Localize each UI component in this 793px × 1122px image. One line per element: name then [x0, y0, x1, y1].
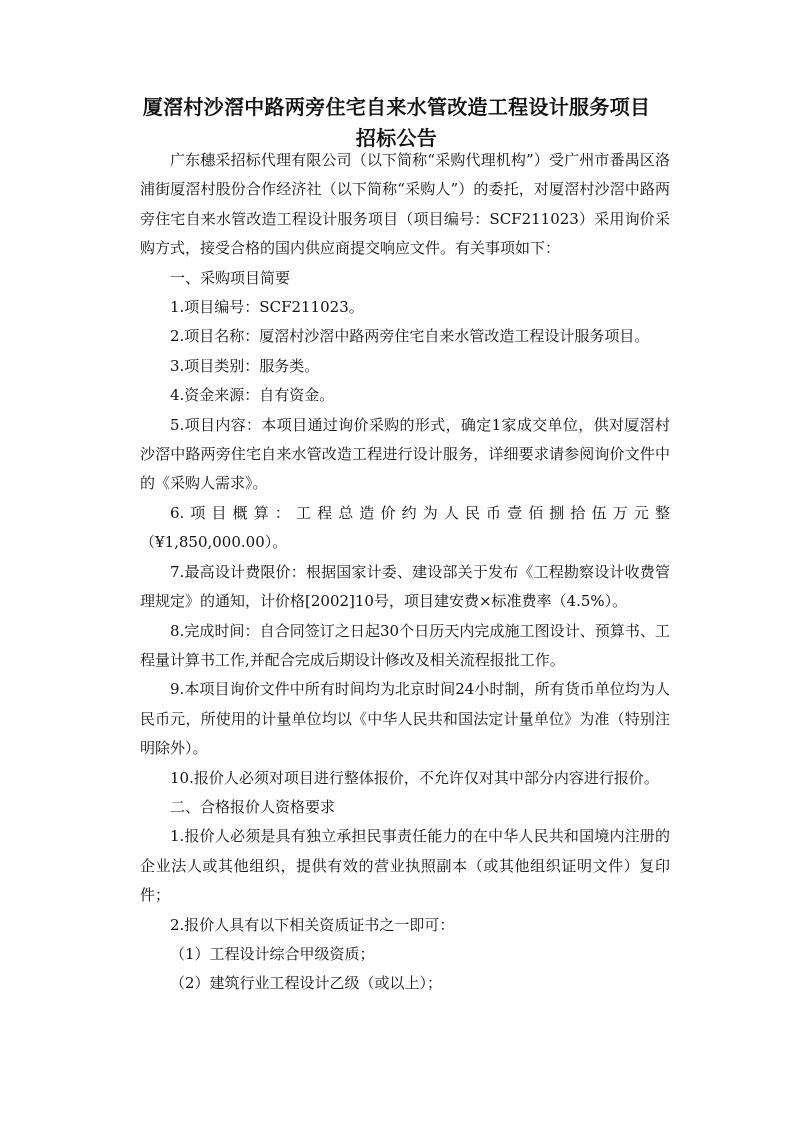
qualification-2: 2.报价人具有以下相关资质证书之一即可： [170, 915, 455, 934]
intro-paragraph: 广东穗采招标代理有限公司（以下简称“采购代理机构”）受广州市番禺区洛浦街厦滘村股份合作经济社（以下简称“采购人”）的委托，对厦滘村沙滘中路两旁住宅自来水管改造工程设计服务项目（项目编号：SCF211023）采用询价采购方式，接受合格的国内供应商提交响应文件。有关事项如下： [140, 151, 670, 258]
qualification-2-option-2: （2）建筑行业工程设计乙级（或以上）； [170, 974, 443, 993]
item-project-category: 3.项目类别：服务类。 [170, 356, 320, 375]
item-time-currency-units: 9.本项目询价文件中所有时间均为北京时间24小时制，所有货币单位均为人民币元，所使用的计量单位均以《中华人民共和国法定计量单位》为准（特别注明除外）。 [140, 680, 670, 758]
item-project-budget: 6.项目概算：工程总造价约为人民币壹佰捌拾伍万元整（¥1,850,000.00）。 [140, 503, 670, 552]
item-overall-quote: 10.报价人必须对项目进行整体报价，不允许仅对其中部分内容进行报价。 [170, 768, 659, 787]
qualification-2-option-1: （1）工程设计综合甲级资质； [170, 944, 375, 963]
item-project-number: 1.项目编号：SCF211023。 [170, 298, 364, 317]
item-project-name: 2.项目名称：厦滘村沙滘中路两旁住宅自来水管改造工程设计服务项目。 [170, 327, 650, 346]
qualification-1: 1.报价人必须是具有独立承担民事责任能力的在中华人民共和国境内注册的企业法人或其他组织，提供有效的营业执照副本（或其他组织证明文件）复印件； [140, 827, 670, 905]
section-heading-2: 二、合格报价人资格要求 [170, 797, 336, 816]
document-body [140, 146, 670, 999]
item-completion-time: 8.完成时间：自合同签订之日起30个日历天内完成施工图设计、预算书、工程量计算书工作,并配合完成后期设计修改及相关流程报批工作。 [140, 621, 670, 669]
section-heading-1: 一、采购项目简要 [170, 268, 291, 287]
item-max-design-fee: 7.最高设计费限价：根据国家计委、建设部关于发布《工程勘察设计收费管理规定》的通知，计价格[2002]10号，项目建安费×标准费率（4.5%）。 [140, 562, 670, 611]
item-fund-source: 4.资金来源：自有资金。 [170, 386, 335, 405]
document-title [120, 92, 673, 154]
title-line-2: 招标公告 [355, 126, 438, 150]
title-line-1: 厦滘村沙滘中路两旁住宅自来水管改造工程设计服务项目 [142, 95, 651, 119]
item-project-content: 5.项目内容：本项目通过询价采购的形式，确定1家成交单位，供对厦滘村沙滘中路两旁住宅自来水管改造工程进行设计服务，详细要求请参阅询价文件中的《采购人需求》。 [140, 415, 670, 493]
